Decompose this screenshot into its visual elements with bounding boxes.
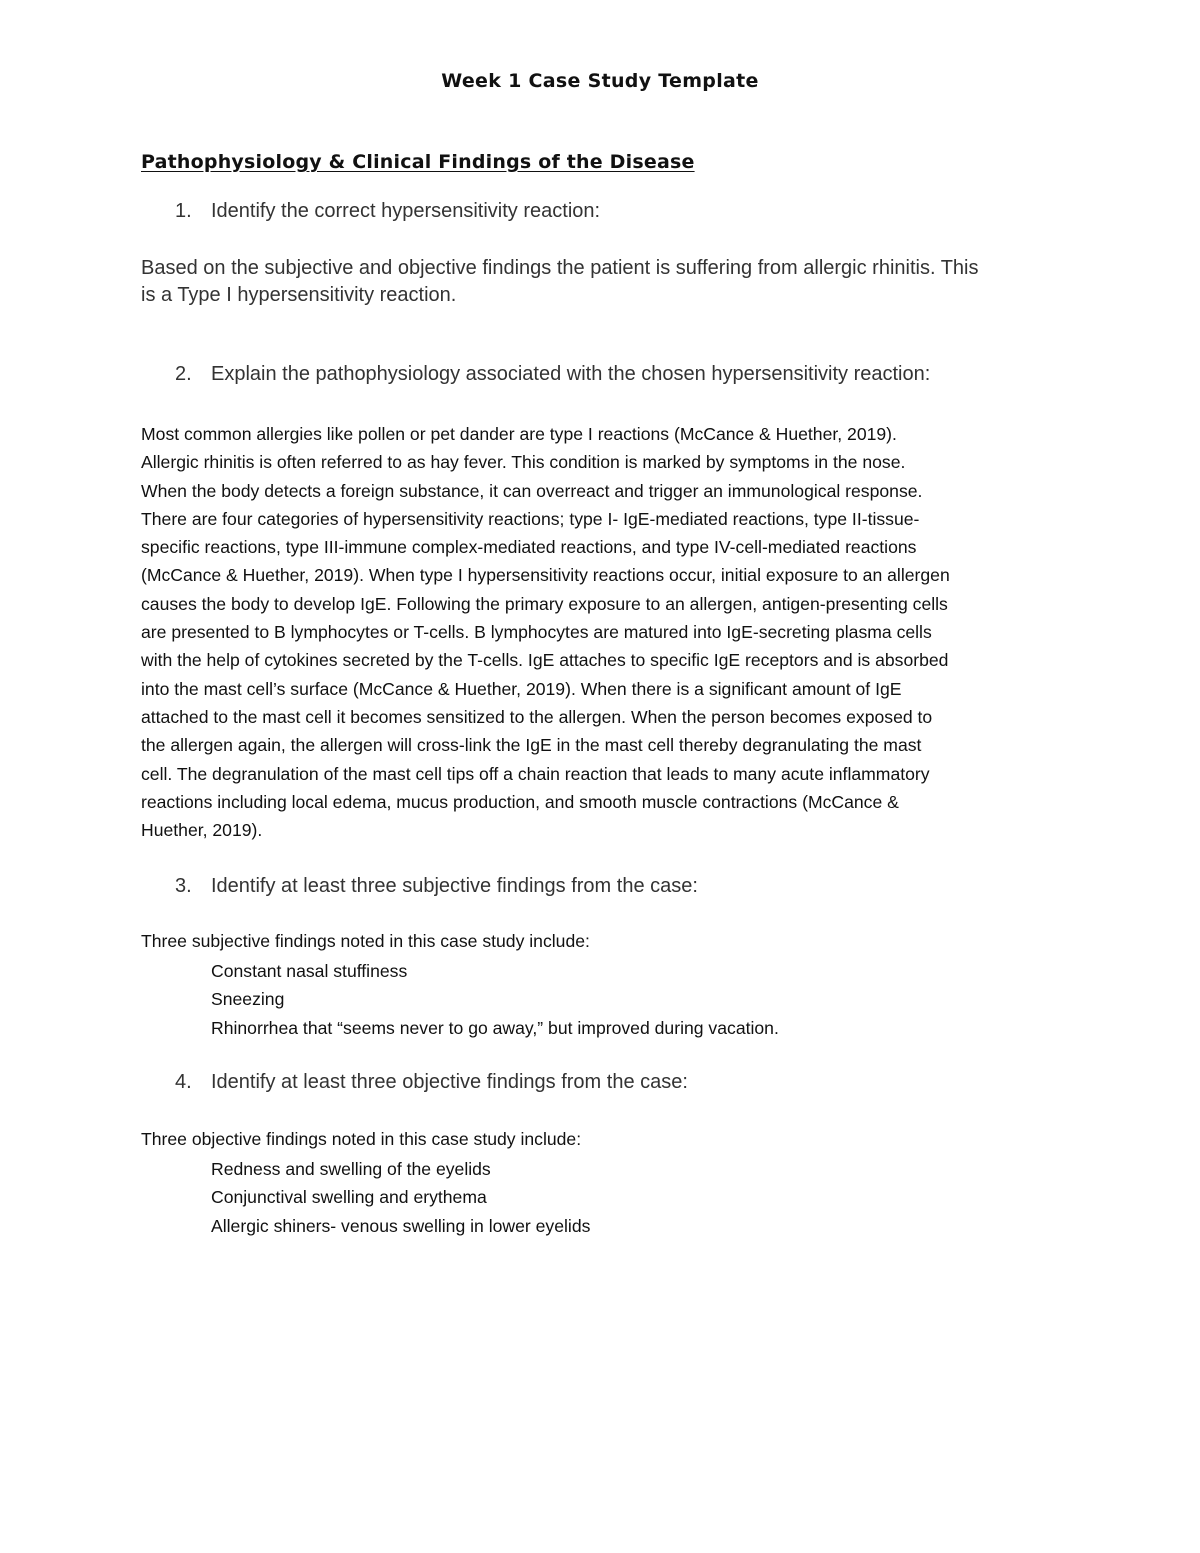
question-number: 4. — [175, 1071, 192, 1093]
answer-line: (McCance & Huether, 2019). When type I hypersensitivity reactions occur, initial exposure to an allergen — [141, 565, 950, 586]
answer-line: are presented to B lymphocytes or T-cells. B lymphocytes are matured into IgE-secreting plasma cells — [141, 622, 932, 643]
question-text: Identify at least three objective findings from the case: — [211, 1071, 688, 1093]
answer-line: Allergic rhinitis is often referred to as hay fever. This condition is marked by symptoms in the nose. — [141, 452, 906, 473]
list-item: Redness and swelling of the eyelids — [211, 1159, 491, 1179]
question-text: Identify at least three subjective findings from the case: — [211, 875, 698, 897]
answer-line: When the body detects a foreign substance, it can overreact and trigger an immunological response. — [141, 480, 923, 501]
subjective-findings-intro: Three subjective findings noted in this case study include: — [141, 931, 590, 951]
question-3 — [175, 875, 698, 898]
objective-findings-intro: Three objective findings noted in this case study include: — [141, 1129, 582, 1149]
list-item: Constant nasal stuffiness — [211, 961, 408, 981]
question-text: Identify the correct hypersensitivity reaction: — [211, 200, 601, 222]
list-item: Allergic shiners- venous swelling in lower eyelids — [211, 1215, 591, 1236]
answer-line: specific reactions, type III-immune complex-mediated reactions, and type IV-cell-mediated reactions — [141, 537, 917, 558]
answer-1 — [141, 255, 1071, 309]
question-text: Explain the pathophysiology associated with the chosen hypersensitivity reaction: — [211, 363, 931, 385]
question-number: 1. — [175, 200, 192, 222]
answer-line: reactions including local edema, mucus production, and smooth muscle contractions (McCance & — [141, 791, 899, 812]
question-4 — [175, 1071, 688, 1094]
document-title: Week 1 Case Study Template — [441, 70, 759, 92]
subjective-findings-list — [211, 957, 779, 1042]
question-number: 2. — [175, 363, 192, 385]
answer-2 — [141, 420, 1066, 844]
answer-line: the allergen again, the allergen will cross-link the IgE in the mast cell thereby degranulating the mast — [141, 735, 922, 756]
answer-line: cell. The degranulation of the mast cell tips off a chain reaction that leads to many acute inflammatory — [141, 763, 930, 784]
question-number: 3. — [175, 875, 192, 897]
answer-line: Most common allergies like pollen or pet dander are type I reactions (McCance & Huether, 2019). — [141, 424, 897, 444]
answer-line: Huether, 2019). — [141, 820, 263, 841]
answer-line: is a Type I hypersensitivity reaction. — [141, 284, 457, 306]
answer-line: Based on the subjective and objective findings the patient is suffering from allergic rhinitis. This — [141, 257, 979, 279]
answer-line: into the mast cell’s surface (McCance & Huether, 2019). When there is a significant amount of IgE — [141, 678, 902, 699]
question-1 — [175, 200, 600, 223]
answer-line: causes the body to develop IgE. Following the primary exposure to an allergen, antigen-presenting cells — [141, 593, 948, 614]
objective-findings-list — [211, 1155, 590, 1240]
answer-line: There are four categories of hypersensitivity reactions; type I- IgE-mediated reactions, type II-tissue- — [141, 508, 920, 529]
answer-line: attached to the mast cell it becomes sensitized to the allergen. When the person becomes exposed to — [141, 706, 933, 727]
question-2 — [175, 363, 930, 386]
list-item: Rhinorrhea that “seems never to go away,” but improved during vacation. — [211, 1017, 779, 1038]
section-heading: Pathophysiology & Clinical Findings of the Disease — [141, 151, 695, 173]
list-item: Sneezing — [211, 989, 285, 1010]
list-item: Conjunctival swelling and erythema — [211, 1187, 487, 1208]
answer-line: with the help of cytokines secreted by the T-cells. IgE attaches to specific IgE receptors and is absorbed — [141, 650, 949, 671]
